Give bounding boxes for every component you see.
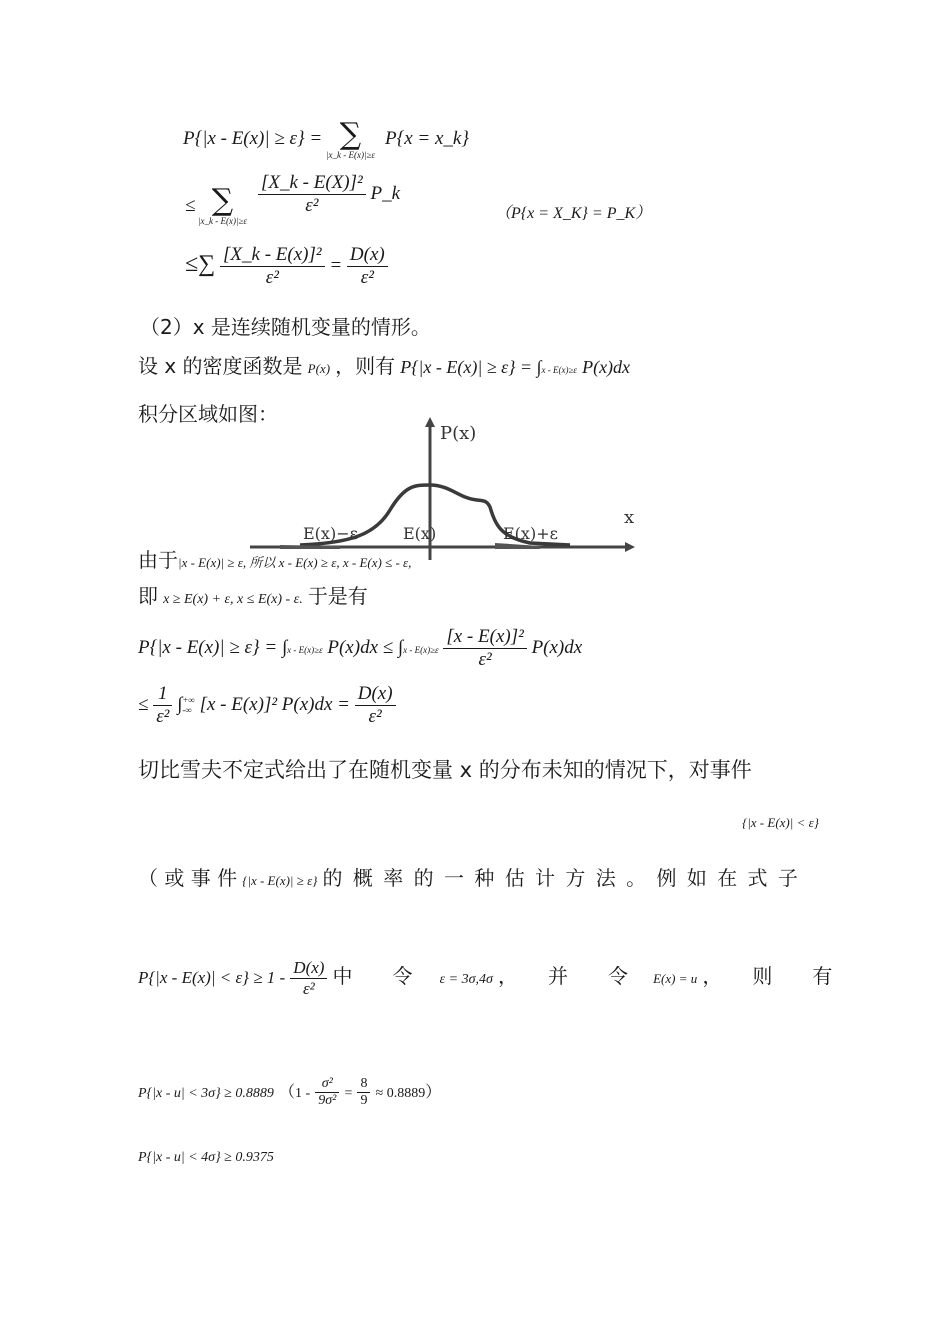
example-den: ε²: [302, 979, 315, 998]
thus-tail: 于是有: [307, 584, 368, 608]
discrete-line-3: [185, 244, 388, 289]
cont2-lower: -∞: [182, 704, 192, 715]
res1-lead: 1 -: [294, 1086, 311, 1101]
paragraph-continuous-case: （2）x 是连续随机变量的情形。: [140, 315, 431, 339]
example-bing: ， 并 令: [498, 964, 629, 988]
res1-den: 9σ²: [318, 1093, 337, 1108]
paragraph-thus: [138, 580, 368, 609]
discrete-line2-fraction: [258, 172, 400, 217]
discrete-line2-sum-under: |x_k - E(x)|≥ε: [198, 216, 247, 226]
discrete-line3-num: [X_k - E(x)]²: [220, 244, 325, 267]
paragraph-density: [138, 350, 630, 379]
integration-region-figure: [240, 415, 660, 565]
x-axis-arrow-icon: [625, 542, 635, 552]
discrete-line1-sum-under: |x_k - E(x)|≥ε: [326, 150, 375, 160]
example-eu: E(x) = u: [653, 971, 698, 986]
res1-tail: ≈ 0.8889: [375, 1086, 426, 1101]
since-lead: 由于: [138, 548, 178, 572]
example-zhong: 中 令: [332, 964, 413, 988]
density-text-b: ，则有: [335, 354, 396, 378]
res1-paren-open: （: [278, 1082, 295, 1101]
cont2-rden: ε²: [368, 706, 382, 727]
label-e-plus-eps: E(x)+ε: [503, 524, 558, 543]
event-lt-eps: {|x - E(x)| < ε}: [742, 815, 819, 830]
discrete-line2-num: [X_k - E(X)]²: [258, 172, 366, 195]
discrete-line1-sum: ∑ |x_k - E(x)|≥ε: [326, 117, 375, 160]
or-event-rest: 的 概 率 的 一 种 估 计 方 法 。 例 如 在 式 子: [322, 866, 800, 890]
paragraph-example: [138, 958, 832, 999]
x-axis-label: x: [624, 507, 635, 528]
paragraph-chebyshev: 切比雪夫不定式给出了在随机变量 x 的分布未知的情况下，对事件: [138, 758, 752, 782]
paragraph-or-event: [138, 862, 800, 891]
discrete-line2-lead: ≤: [185, 195, 196, 216]
cont1-num: [x - E(x)]²: [443, 626, 526, 649]
paragraph-since: [138, 544, 411, 573]
density-int-under: x - E(x)≥ε: [541, 365, 577, 375]
example-eps: ε = 3σ,4σ: [439, 972, 493, 987]
or-event-formula: {|x - E(x)| ≥ ε}: [242, 873, 318, 888]
density-px: P(x): [307, 361, 331, 376]
discrete-line3-rnum: D(x): [347, 244, 388, 267]
y-axis-label: P(x): [440, 423, 477, 444]
example-num: D(x): [290, 958, 327, 979]
cont1-under-1: x - E(x)≥ε: [287, 644, 323, 655]
discrete-line3-den: ε²: [265, 267, 279, 288]
discrete-line2-den: ε²: [305, 195, 319, 216]
density-formula-tail: P(x)dx: [582, 357, 631, 377]
res1-paren-close: ）: [425, 1082, 442, 1101]
density-text-a: 设 x 的密度函数是: [138, 354, 303, 378]
cont1-den: ε²: [478, 649, 492, 670]
continuous-line-2: [138, 683, 396, 728]
cont2-body: [x - E(x)]² P(x)dx =: [199, 693, 350, 715]
res1-eq: =: [344, 1086, 353, 1101]
res1-num2: 8: [357, 1076, 370, 1093]
cont1-lhs: P{|x - E(x)| ≥ ε} = ∫: [138, 636, 288, 658]
discrete-line3-eq: =: [329, 254, 343, 276]
cont1-under-2: x - E(x)≥ε: [403, 644, 439, 655]
cont2-int: ∫: [177, 693, 183, 715]
cont2-fnum: 1: [153, 683, 172, 706]
res1-formula: P{|x - u| < 3σ} ≥ 0.8889: [138, 1086, 274, 1101]
discrete-line2-tail: P_k: [370, 182, 401, 204]
discrete-line2-sum: ∑ |x_k - E(x)|≥ε: [198, 183, 247, 226]
cont2-fden: ε²: [156, 706, 170, 727]
cont2-rnum: D(x): [355, 683, 396, 706]
discrete-line-1: [183, 128, 322, 150]
thus-formula: x ≥ E(x) + ε, x ≤ E(x) - ε.: [163, 592, 303, 607]
discrete-line2-note: （P{x = X_K} = P_K）: [495, 205, 652, 222]
or-event-open: （ 或 事 件: [138, 866, 238, 890]
cont2-limits: [182, 696, 195, 716]
discrete-line1-lhs: P{|x - E(x)| ≥ ε} =: [183, 128, 323, 149]
res1-den2: 9: [360, 1093, 368, 1108]
discrete-line3-lead: ≤∑: [185, 250, 216, 277]
continuous-line-1: [138, 626, 582, 671]
discrete-line3-rden: ε²: [360, 267, 374, 288]
example-formula: P{|x - E(x)| < ε} ≥ 1 -: [138, 968, 286, 987]
result-4-sigma: P{|x - u| < 4σ} ≥ 0.9375: [138, 1150, 274, 1165]
density-formula: P{|x - E(x)| ≥ ε} = ∫: [400, 357, 542, 377]
cont1-mid: P(x)dx ≤ ∫: [327, 636, 404, 658]
example-ze: ， 则 有: [702, 964, 833, 988]
cont2-lead: ≤: [138, 693, 149, 715]
cont1-tail: P(x)dx: [531, 636, 583, 658]
paragraph-region: 积分区域如图：: [138, 402, 278, 426]
result-3-sigma: [138, 1076, 441, 1109]
thus-lead: 即: [138, 584, 158, 608]
y-axis-arrow-icon: [425, 417, 435, 427]
discrete-line1-rhs: P{x = x_k}: [385, 128, 469, 149]
label-e-minus-eps: E(x)−ε: [303, 524, 358, 543]
res1-num: σ²: [315, 1076, 339, 1093]
label-e: E(x): [403, 524, 437, 543]
since-formula: |x - E(x)| ≥ ε, 所以 x - E(x) ≥ ε, x - E(x) ≤ - ε,: [178, 555, 412, 570]
cont2-upper: +∞: [182, 694, 195, 705]
